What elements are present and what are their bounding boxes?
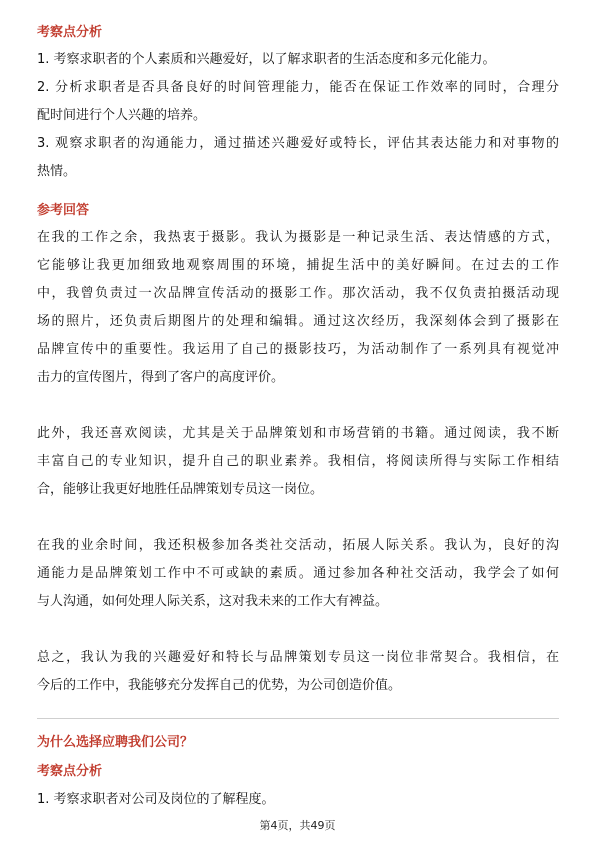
analysis-point-3-line-1: 3. 观察求职者的沟通能力，通过描述兴趣爱好或特长，评估其表达能力和对事物的: [37, 136, 559, 151]
answer-paragraph-4-line-1: 总之，我认为我的兴趣爱好和特长与品牌策划专员这一岗位非常契合。我相信，在: [37, 650, 559, 665]
answer-paragraph-2-line-2: 丰富自己的专业知识，提升自己的职业素养。我相信，将阅读所得与实际工作相结: [37, 454, 559, 469]
analysis-heading: 考察点分析: [37, 25, 103, 40]
answer-paragraph-1-line-3: 中，我曾负责过一次品牌宣传活动的摄影工作。那次活动，我不仅负责拍摄活动现: [37, 286, 559, 301]
analysis-heading-2: 考察点分析: [37, 764, 103, 779]
answer-paragraph-3-line-2: 通能力是品牌策划工作中不可或缺的素质。通过参加各种社交活动，我学会了如何: [37, 566, 559, 581]
answer-paragraph-1-line-4: 场的照片，还负责后期图片的处理和编辑。通过这次经历，我深刻体会到了摄影在: [37, 314, 559, 329]
question-heading: 为什么选择应聘我们公司？: [37, 735, 194, 750]
analysis-point-2-line-2: 配时间进行个人兴趣的培养。: [37, 108, 207, 123]
page-indicator: 第4页，共49页: [259, 819, 336, 832]
analysis-point-2-line-1: 2. 分析求职者是否具备良好的时间管理能力，能否在保证工作效率的同时，合理分: [37, 80, 559, 95]
analysis-point-3-line-2: 热情。: [37, 164, 77, 179]
analysis-point-1-section-2: 1. 考察求职者对公司及岗位的了解程度。: [37, 792, 275, 807]
answer-paragraph-2-line-1: 此外，我还喜欢阅读，尤其是关于品牌策划和市场营销的书籍。通过阅读，我不断: [37, 426, 559, 441]
answer-paragraph-3-line-3: 与人沟通，如何处理人际关系，这对我未来的工作大有裨益。: [37, 594, 389, 609]
answer-paragraph-3-line-1: 在我的业余时间，我还积极参加各类社交活动，拓展人际关系。我认为，良好的沟: [37, 538, 559, 553]
answer-paragraph-1-line-6: 击力的宣传图片，得到了客户的高度评价。: [37, 370, 285, 385]
answer-paragraph-1-line-1: 在我的工作之余，我热衷于摄影。我认为摄影是一种记录生活、表达情感的方式，: [37, 230, 559, 245]
answer-heading: 参考回答: [37, 203, 90, 218]
section-divider: [37, 718, 559, 719]
answer-paragraph-2-line-3: 合，能够让我更好地胜任品牌策划专员这一岗位。: [37, 482, 324, 497]
answer-paragraph-4-line-2: 今后的工作中，我能够充分发挥自己的优势，为公司创造价值。: [37, 678, 402, 693]
answer-paragraph-1-line-2: 它能够让我更加细致地观察周围的环境，捕捉生活中的美好瞬间。在过去的工作: [37, 258, 559, 273]
analysis-point-1: 1. 考察求职者的个人素质和兴趣爱好，以了解求职者的生活态度和多元化能力。: [37, 52, 496, 67]
answer-paragraph-1-line-5: 品牌宣传中的重要性。我运用了自己的摄影技巧，为活动制作了一系列具有视觉冲: [37, 342, 559, 357]
